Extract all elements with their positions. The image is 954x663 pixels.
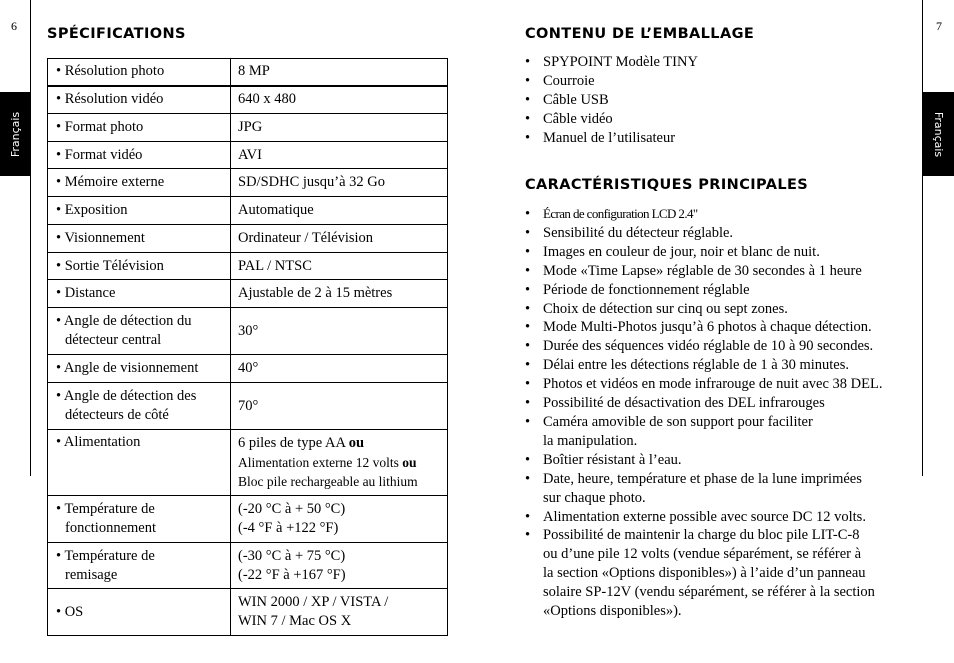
spec-row [48, 355, 448, 383]
spec-label: • Résolution photo [56, 63, 165, 80]
left-margin-rule [30, 0, 31, 476]
spec-label: • Visionnement [56, 230, 145, 246]
spec-label: • Angle de visionnement [56, 360, 199, 376]
feature-item: • Alimentation externe possible avec source DC 12 volts. [525, 508, 882, 527]
spec-value: 40° [238, 360, 259, 376]
spec-row [48, 589, 448, 636]
feature-item: • Possibilité de désactivation des DEL infrarouges [525, 394, 882, 413]
spec-value-cell [231, 589, 448, 636]
spec-value: Ajustable de 2 à 15 mètres [238, 285, 393, 301]
package-contents-heading: CONTENU DE L’EMBALLAGE [525, 26, 755, 42]
feature-item: • Délai entre les détections réglable de 1 à 30 minutes. [525, 356, 882, 375]
spec-label-cell [48, 543, 231, 589]
spec-value: JPG [238, 119, 263, 135]
feature-item: • Images en couleur de jour, noir et blanc de nuit. [525, 243, 882, 262]
spec-value: Bloc pile rechargeable au lithium [238, 474, 418, 489]
spec-row [48, 496, 448, 543]
package-item: • Courroie [525, 72, 698, 91]
spec-row [48, 59, 448, 86]
spec-value-cell [231, 430, 448, 496]
spec-value: 70° [238, 397, 259, 414]
spec-label: • Résolution vidéo [56, 91, 164, 108]
feature-item: • Photos et vidéos en mode infrarouge de nuit avec 38 DEL. [525, 375, 882, 394]
spec-label: • Température de fonctionnement [56, 501, 157, 536]
feature-item: • Date, heure, température et phase de la lune imprimées sur chaque photo. [525, 470, 882, 508]
spec-value-cell [231, 496, 448, 543]
spec-label-cell [48, 280, 231, 308]
feature-item: • Sensibilité du détecteur réglable. [525, 224, 882, 243]
spec-value: PAL / NTSC [238, 257, 312, 274]
spec-row [48, 86, 448, 114]
spec-row [48, 308, 448, 355]
package-item: • Câble vidéo [525, 110, 698, 129]
spec-value-cell [231, 253, 448, 280]
spec-value: Ordinateur / Télévision [238, 230, 374, 246]
spec-value: 8 MP [238, 63, 270, 80]
page-number-right: 7 [936, 19, 942, 33]
spec-value: SD/SDHC jusqu’à 32 Go [238, 174, 386, 190]
spec-value-cell [231, 543, 448, 589]
spec-label: • Exposition [56, 202, 128, 218]
spec-row [48, 197, 448, 225]
spec-label: • Format photo [56, 119, 144, 135]
specifications-table [47, 58, 448, 636]
language-tab-label: Français [9, 111, 22, 157]
spec-label-cell [48, 589, 231, 636]
spec-row [48, 225, 448, 253]
spec-label-cell [48, 308, 231, 355]
spec-value: AVI [238, 146, 262, 163]
spec-label: • Format vidéo [56, 146, 143, 163]
spec-label-cell [48, 355, 231, 383]
spec-label-cell [48, 169, 231, 197]
spec-value-cell [231, 86, 448, 114]
spec-value-cell [231, 197, 448, 225]
specifications-heading: SPÉCIFICATIONS [47, 26, 186, 42]
spec-label-cell [48, 253, 231, 280]
spec-row [48, 169, 448, 197]
package-item: • Manuel de l’utilisateur [525, 129, 698, 148]
spec-value-cell [231, 383, 448, 430]
spec-label-cell [48, 142, 231, 169]
spec-value-cell [231, 280, 448, 308]
feature-item: • Période de fonctionnement réglable [525, 281, 882, 300]
spec-value: WIN 7 / Mac OS X [238, 613, 352, 629]
spec-value: 6 piles de type AA ou [238, 435, 365, 451]
spec-label-cell [48, 114, 231, 142]
language-tab-left [0, 92, 31, 176]
right-margin-rule [922, 0, 923, 476]
spec-conjunction: ou [402, 455, 417, 470]
feature-item: • Boîtier résistant à l’eau. [525, 451, 882, 470]
language-tab-right [923, 92, 954, 176]
spec-label-cell [48, 86, 231, 114]
spec-value: 640 x 480 [238, 91, 296, 108]
feature-item: • Possibilité de maintenir la charge du bloc pile LIT-C-8 ou d’une pile 12 volts (vendue séparément, se référer à la section «Options disponibles») à l’aide d’un panneau solaire SP-12V (vendu séparément, se référer à la section «Options disponibles»). [525, 526, 882, 621]
spec-value: WIN 2000 / XP / VISTA / [238, 594, 389, 610]
spec-value-cell [231, 59, 448, 86]
spec-label: • Mémoire externe [56, 174, 165, 190]
spec-label: • Angle de détection des détecteurs de côté [56, 388, 197, 423]
feature-item: • Durée des séquences vidéo réglable de 10 à 90 secondes. [525, 337, 882, 356]
spec-label-cell [48, 496, 231, 543]
package-item: • Câble USB [525, 91, 698, 110]
feature-item: • Écran de configuration LCD 2.4" [525, 205, 882, 224]
spec-label: • Distance [56, 285, 116, 301]
spec-label: • Angle de détection du détecteur central [56, 313, 192, 348]
spec-value-cell [231, 142, 448, 169]
feature-item: • Choix de détection sur cinq ou sept zones. [525, 300, 882, 319]
main-features-heading: CARACTÉRISTIQUES PRINCIPALES [525, 177, 809, 193]
spec-label: • Alimentation [56, 434, 141, 450]
spec-label-cell [48, 225, 231, 253]
spec-value-cell [231, 225, 448, 253]
spec-row [48, 114, 448, 142]
spec-label-cell [48, 59, 231, 86]
spec-row [48, 253, 448, 280]
spec-label-cell [48, 383, 231, 430]
page-number-left: 6 [11, 19, 17, 33]
spec-row [48, 430, 448, 496]
spec-value: (-4 °F à +122 °F) [238, 520, 339, 536]
feature-item: • Mode «Time Lapse» réglable de 30 secondes à 1 heure [525, 262, 882, 281]
spec-label-cell [48, 197, 231, 225]
spec-value: 30° [238, 322, 259, 339]
spec-value-cell [231, 308, 448, 355]
spec-label: • Température de remisage [56, 547, 155, 583]
spec-value-cell [231, 114, 448, 142]
language-tab-label: Français [932, 111, 945, 157]
spec-value: Automatique [238, 202, 314, 218]
main-features-list [525, 205, 882, 621]
spec-value: (-30 °C à + 75 °C) [238, 547, 346, 564]
spec-value-cell [231, 169, 448, 197]
spec-value-cell [231, 355, 448, 383]
package-item: • SPYPOINT Modèle TINY [525, 53, 698, 72]
spec-value: (-22 °F à +167 °F) [238, 566, 346, 583]
spec-row [48, 142, 448, 169]
spec-conjunction: ou [348, 435, 365, 451]
spec-label-cell [48, 430, 231, 496]
spec-row [48, 383, 448, 430]
feature-item: • Caméra amovible de son support pour faciliter la manipulation. [525, 413, 882, 451]
spec-row [48, 280, 448, 308]
package-contents-list [525, 53, 698, 148]
spec-value: (-20 °C à + 50 °C) [238, 501, 346, 517]
spec-label: • OS [56, 603, 84, 620]
spec-value: Alimentation externe 12 volts ou [238, 455, 417, 470]
spec-label: • Sortie Télévision [56, 257, 164, 274]
spec-row [48, 543, 448, 589]
feature-item: • Mode Multi-Photos jusqu’à 6 photos à chaque détection. [525, 318, 882, 337]
